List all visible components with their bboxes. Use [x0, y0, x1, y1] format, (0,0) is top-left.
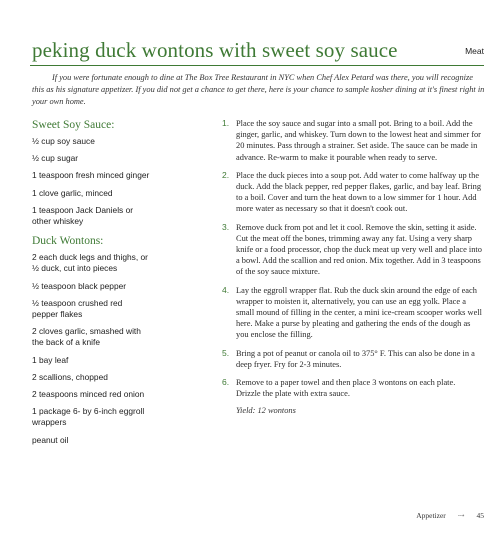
ingredient-item: ½ cup soy sauce [32, 136, 95, 146]
direction-step [222, 377, 482, 399]
ingredient-item: 2 cloves garlic, smashed with the back of a knife [32, 326, 141, 348]
ingredient-item: 2 teaspoons minced red onion [32, 389, 145, 400]
step-number: 1. [222, 118, 230, 128]
title-rule [30, 65, 484, 66]
recipe-yield: Yield: 12 wontons [236, 406, 296, 416]
ingredient-item: 1 bay leaf [32, 354, 69, 365]
step-text: Place the duck pieces into a soup pot. Add water to come halfway up the duck. Add the black pepper, red pepper flakes, garlic, and bay leaf. Bring to a boil. Cover and turn the heat down to a low simmer for 1 hour. Add more water as necessary so that it doesn't cook out. [236, 170, 482, 214]
step-text: Bring a pot of peanut or canola oil to 375° F. This can also be done in a deep fryer. Fry for 2-3 minutes. [236, 348, 475, 369]
footer-section-label: Appetizer [416, 511, 446, 520]
recipe-title: peking duck wontons with sweet soy sauce [32, 38, 398, 62]
ingredient-item: ½ cup sugar [32, 153, 79, 164]
ingredients-column [32, 119, 212, 452]
ornament-arrow-icon: ⤏ [457, 511, 465, 520]
step-number: 2. [222, 169, 230, 180]
sauce-heading: Sweet Soy Sauce: [32, 119, 115, 131]
ingredient-item: 2 scallions, chopped [32, 371, 108, 382]
step-number: 5. [222, 347, 230, 358]
step-number: 3. [222, 221, 230, 232]
recipe-intro: If you were fortunate enough to dine at The Box Tree Restaurant in NYC when Chef Alex Petard was there, you will recognize this as his signature appetizer. If you did not get a chance to get there, here is your chance to sample kosher dining at it's finest right in your own home. [32, 73, 485, 107]
step-text: Place the soy sauce and sugar into a small pot. Bring to a boil. Add the ginger, garlic, and whiskey. Turn down to the lowest heat and simmer for 20 minutes. Pass through a strainer. Set aside. The sauce can be made in advance. Re-warm to make it pourable when ready to serve. [236, 119, 481, 162]
step-number: 6. [222, 377, 230, 388]
category-label: Meat [465, 46, 484, 56]
direction-step [222, 222, 482, 278]
ingredient-item: 1 clove garlic, minced [32, 187, 113, 198]
directions-column [222, 118, 482, 415]
page-number: 45 [476, 511, 484, 520]
direction-step [222, 170, 482, 215]
ingredient-item: 2 each duck legs and thighs, or ½ duck, cut into pieces [32, 252, 148, 274]
step-text: Remove to a paper towel and then place 3 wontons on each plate. Drizzle the plate with extra sauce. [236, 378, 456, 399]
step-number: 4. [222, 284, 230, 295]
ingredient-item: peanut oil [32, 434, 69, 445]
direction-step [222, 285, 482, 341]
ingredient-item: 1 teaspoon fresh minced ginger [32, 170, 150, 181]
direction-step [222, 118, 482, 163]
ingredient-item: ½ teaspoon black pepper [32, 280, 127, 291]
step-text: Lay the eggroll wrapper flat. Rub the duck skin around the edge of each wrapper to moisten it, alternatively, you can use an egg yolk. Place a small mound of filling in the center, a mini ice-cream scooper works well here. Make a purse by pleating and gathering the ends of the dough as you enclose the filling. [236, 285, 482, 340]
ingredient-item: 1 teaspoon Jack Daniels or other whiskey [32, 204, 134, 227]
direction-step [222, 348, 482, 370]
page-footer [416, 511, 484, 520]
step-text: Remove duck from pot and let it cool. Remove the skin, setting it aside. Cut the meat off the bones, trimming away any fat. Using a very sharp knife or a food processor, chop the duck meat up very well and place into a bowl. Add the scallion and red onion. Mix together. Add in 3 teaspoons of the soy sauce mixture. [236, 222, 482, 277]
ingredient-item: ½ teaspoon crushed red pepper flakes [32, 297, 123, 320]
wontons-heading: Duck Wontons: [32, 235, 104, 248]
ingredient-item: 1 package 6- by 6-inch eggroll wrappers [32, 406, 145, 428]
